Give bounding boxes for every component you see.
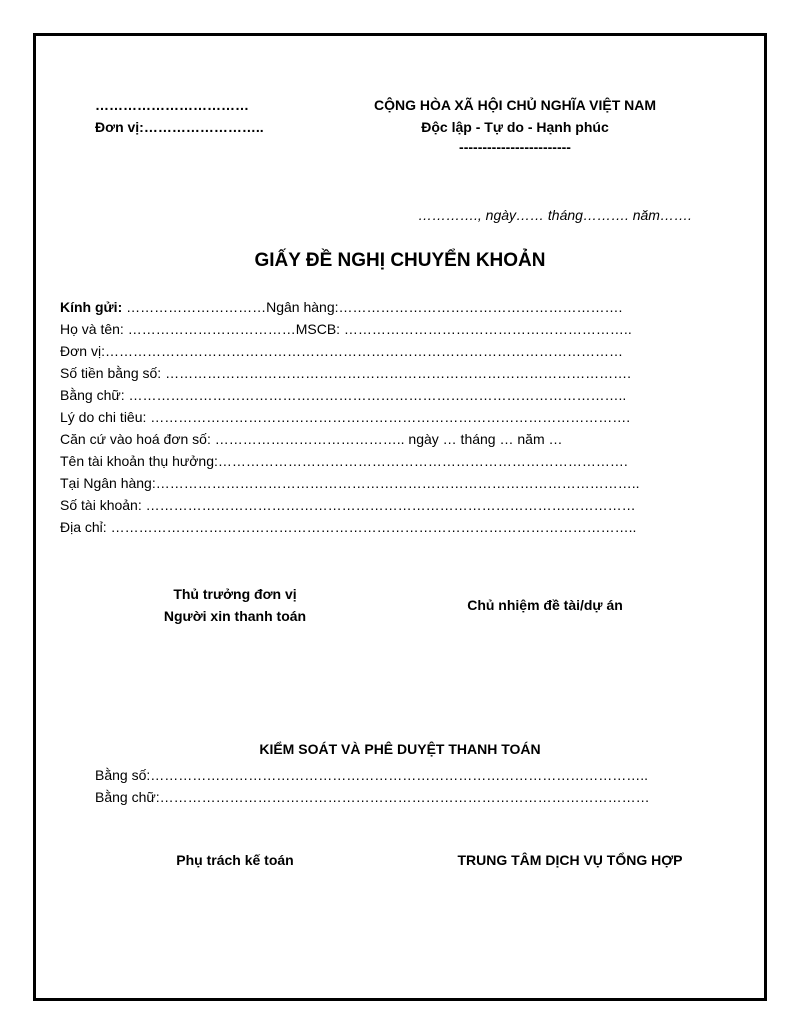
approval-amount-words: Bằng chữ:…………………………………………………………………………………………… [95, 789, 650, 805]
field-account-number: Số tài khoản: …………………………………………………………………………………………… [60, 497, 636, 513]
nation-name: CỘNG HÒA XÃ HỘI CHỦ NGHĨA VIỆT NAM [373, 97, 657, 113]
field-amount-number: Số tiền bằng số: ………………………………………………………………………………………. [60, 365, 631, 381]
org-line-1: …………………………… [95, 97, 249, 113]
org-unit-line: Đơn vị:…………………….. [95, 119, 264, 135]
signature-chief-accountant: Phụ trách kế toán [176, 852, 294, 868]
document-title: GIẤY ĐỀ NGHỊ CHUYỂN KHOẢN [254, 250, 546, 271]
approval-heading: KIỂM SOÁT VÀ PHÊ DUYỆT THANH TOÁN [259, 741, 541, 757]
national-motto: Độc lập - Tự do - Hạnh phúc [421, 119, 609, 135]
field-address: Địa chỉ: ………………………………………………………………………………………………….. [60, 519, 637, 535]
field-beneficiary-account-name: Tên tài khoản thụ hưởng:……………………………………………………………………………. [60, 453, 628, 469]
signature-unit-head: Thủ trưởng đơn vị [173, 586, 297, 602]
field-amount-words: Bằng chữ: …………………………………………………………………………………………….. [60, 387, 627, 403]
field-recipient [60, 298, 622, 316]
header-separator: ------------------------ [459, 139, 571, 155]
date-line: …………., ngày…… tháng………. năm……. [418, 207, 692, 223]
field-bank: Tại Ngân hàng:………………………………………………………………………………………….. [60, 475, 640, 491]
field-full-name: Họ và tên: ………………………………MSCB: …………………………………………………….. [60, 321, 632, 337]
recipient-value: …………………………Ngân hàng:……………………………………………………. [122, 299, 623, 315]
signature-requester: Người xin thanh toán [163, 608, 307, 624]
field-reason: Lý do chi tiêu: …………………………………………………………………………………………. [60, 409, 631, 425]
signature-project-lead: Chủ nhiệm đề tài/dự án [467, 597, 623, 613]
approval-amount-number: Bằng số:…………………………………………………………………………………………….. [95, 767, 649, 783]
field-invoice: Căn cứ vào hoá đơn số: ………………………………….. ngày … tháng … năm … [60, 431, 563, 447]
recipient-label: Kính gửi: [60, 299, 123, 315]
signature-service-center: TRUNG TÂM DỊCH VỤ TỔNG HỢP [457, 852, 683, 868]
field-unit: Đơn vị:………………………………………………………………………………………………… [60, 343, 623, 359]
